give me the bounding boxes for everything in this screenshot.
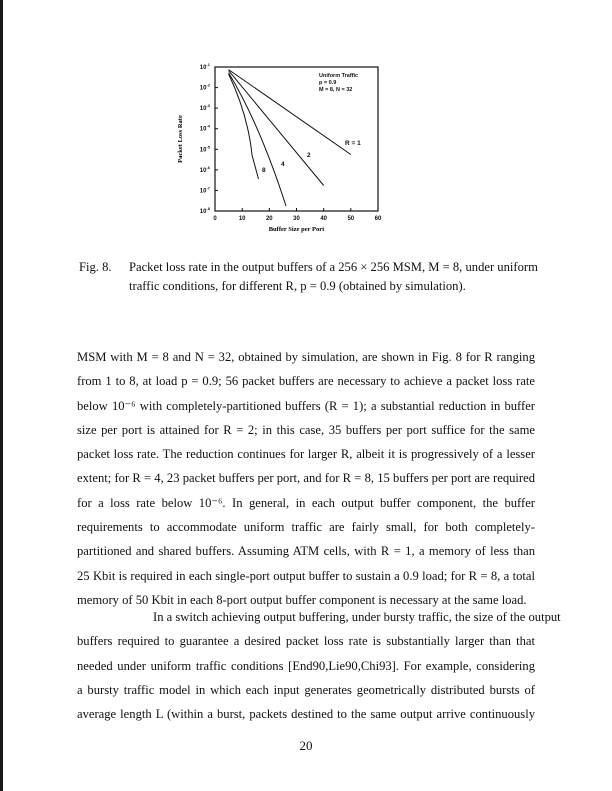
figure-8-chart — [160, 55, 400, 240]
text-line: requirements to accommodate uniform traffic are fairly small, for both completely- — [77, 520, 535, 535]
text-line: MSM with M = 8 and N = 32, obtained by simulation, are shown in Fig. 8 for R ranging — [77, 350, 535, 364]
text-line: size per port is attained for R = 2; in this case, 35 buffers per port suffice for the same — [77, 422, 535, 437]
curve-r8 — [229, 74, 259, 179]
svg-text:4: 4 — [281, 161, 285, 168]
svg-text:40: 40 — [320, 216, 328, 222]
svg-text:10-7: $10^{-7}$ — [199, 185, 210, 195]
svg-text:50: 50 — [347, 216, 355, 222]
svg-text:30: 30 — [293, 216, 300, 222]
text-line: a bursty traffic model in which each input generates geometrically distributed bursts of — [77, 682, 535, 697]
text-line: extent; for R = 4, 23 packet buffers per port, and for R = 8, 15 buffers per port are required — [77, 471, 535, 486]
svg-text:0: 0 — [213, 216, 217, 222]
svg-text:10-3: $10^{-3}$ — [199, 103, 210, 113]
svg-text:8: 8 — [262, 167, 266, 174]
svg-text:10-2: $10^{-2}$ — [199, 82, 210, 92]
curve-r2 — [229, 71, 324, 186]
text-line: In a switch achieving output buffering, under bursty traffic, the size of the output — [153, 610, 561, 624]
svg-text:10-4: $10^{-4}$ — [199, 123, 210, 133]
paragraph-1 — [77, 345, 535, 612]
paragraph-2 — [77, 605, 561, 726]
text-line: for a loss rate below 10⁻⁶. In general, in each output buffer component, the buffer — [77, 495, 535, 510]
chart-svg — [160, 55, 400, 240]
x-axis-label: Buffer Size per Port — [268, 226, 325, 233]
caption-label: Fig. 8. — [79, 260, 112, 274]
svg-text:10-6: $10^{-6}$ — [199, 164, 210, 174]
y-axis-label: Packet Loss Rate — [177, 115, 184, 163]
text-line: from 1 to 8, at load p = 0.9; 56 packet buffers are necessary to achieve a packet loss rate — [77, 374, 535, 389]
plot-frame — [215, 67, 378, 211]
caption-line: traffic conditions, for different R, p = 0.9 (obtained by simulation). — [129, 279, 466, 293]
svg-text:10-5: $10^{-5}$ — [199, 144, 210, 154]
text-line: partitioned and shared buffers. Assuming ATM cells, with R = 1, a memory of less than — [77, 544, 535, 559]
scan-edge — [0, 0, 3, 791]
svg-text:M = 8, N = 32: M = 8, N = 32 — [319, 87, 353, 93]
svg-text:10: 10 — [238, 216, 246, 222]
svg-text:p = 0.9: p = 0.9 — [319, 80, 337, 86]
text-line: below 10⁻⁶ with completely-partitioned buffers (R = 1); a substantial reduction in buffer — [77, 398, 535, 413]
text-line: needed under uniform traffic conditions [End90,Lie90,Chi93]. For example, considering — [77, 658, 535, 673]
text-line: packet loss rate. The reduction continues for larger R, albeit it is progressively of a lesser — [77, 447, 535, 462]
svg-text:Uniform Traffic: Uniform Traffic — [319, 73, 359, 79]
svg-text:20: 20 — [265, 216, 273, 222]
caption-line: Packet loss rate in the output buffers of a 256 × 256 MSM, M = 8, under uniform — [129, 260, 538, 274]
svg-text:10-1: $10^{-1}$ — [199, 62, 210, 71]
text-line: average length L (within a burst, packets destined to the same output arrive continuously — [77, 707, 535, 722]
page-number: 20 — [299, 738, 313, 753]
svg-text:R = 1: R = 1 — [345, 140, 361, 147]
svg-text:60: 60 — [374, 216, 382, 222]
text-line: 25 Kbit is required in each single-port output buffer to sustain a 0.9 load; for R = 8, a total — [77, 568, 535, 583]
svg-text:2: 2 — [307, 152, 311, 159]
text-line: buffers required to guarantee a desired packet loss rate is substantially larger than that — [77, 634, 535, 649]
svg-text:10-8: $10^{-8}$ — [199, 206, 210, 215]
text-line: memory of 50 Kbit in each 8-port output buffer component is necessary at the same load. — [77, 592, 527, 607]
